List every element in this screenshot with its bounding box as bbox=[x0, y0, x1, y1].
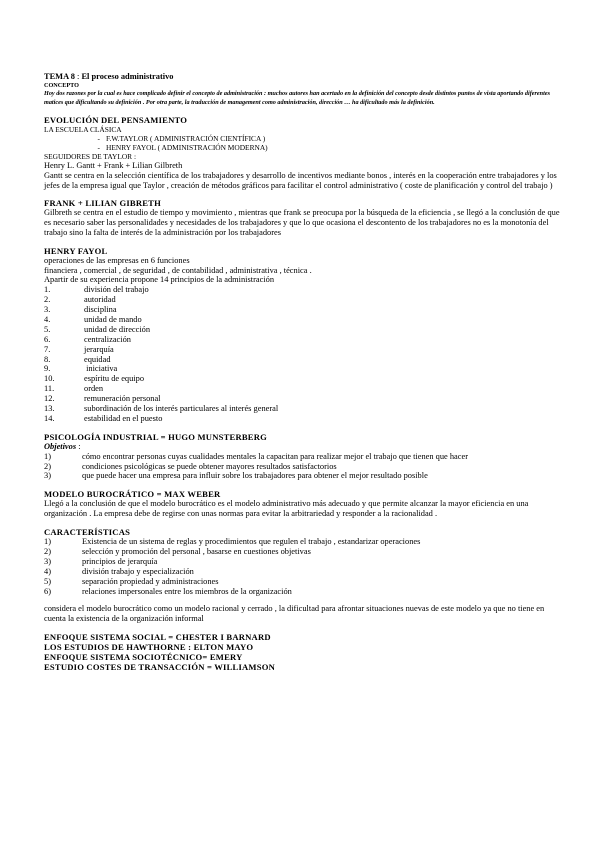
list-item: 9. iniciativa bbox=[44, 364, 118, 374]
list-item: 6. centralización bbox=[44, 334, 131, 344]
fayol-line1: operaciones de las empresas en 6 funciones bbox=[44, 255, 190, 265]
list-item: - F.W.TAYLOR ( ADMINISTRACIÓN CIENTÍFICA ) bbox=[97, 134, 266, 144]
tema-label: TEMA 8 bbox=[44, 72, 75, 81]
seguidores-label: SEGUIDORES DE TAYLOR : bbox=[44, 152, 137, 162]
fayol-heading: HENRY FAYOL bbox=[44, 245, 108, 256]
hawthorne-heading: LOS ESTUDIOS DE HAWTHORNE : ELTON MAYO bbox=[44, 642, 254, 653]
list-item: 4. unidad de mando bbox=[44, 314, 142, 324]
caracteristicas-heading: CARACTERÍSTICAS bbox=[44, 526, 131, 537]
list-item: 3) que puede hacer una empresa para influir sobre los trabajadores para obtener el mejor resultado posible bbox=[44, 471, 428, 481]
list-item: - HENRY FAYOL ( ADMINISTRACIÓN MODERNA) bbox=[97, 143, 268, 153]
seguidores-nombres: Henry L. Gantt + Frank + Lilian Gilbreth bbox=[44, 161, 183, 171]
gilbreth-heading: FRANK + LILIAN GIBRETH bbox=[44, 198, 161, 209]
burocratico-heading: MODELO BUROCRÁTICO = MAX WEBER bbox=[44, 489, 221, 500]
gilbreth-text: Gilbreth se centra en el estudio de tiempo y movimiento , mientras que frank se preocupa por la búsqueda de la eficiencia , se llegó a la conclusión de que es necesario saber las personalidades y necesidades de los trabajadores y que lo que ocasiona el descontento de los trabajadores no es la monotonía del trabajo sino la falta de interés de la administración por los trabajadores bbox=[44, 208, 560, 237]
tema-line bbox=[44, 72, 564, 82]
escuela-list bbox=[44, 134, 564, 152]
objetivos-list bbox=[44, 452, 564, 482]
fayol-line3: Apartir de su experiencia propone 14 principios de la administración bbox=[44, 275, 275, 285]
list-item: 2) selección y promoción del personal , basarse en cuestiones objetivas bbox=[44, 546, 311, 556]
list-item: 1) cómo encontrar personas cuyas cualidades mentales la capacitan para realizar mejor el trabajo que tienen que hacer bbox=[44, 451, 468, 461]
evolucion-heading: EVOLUCIÓN DEL PENSAMIENTO bbox=[44, 115, 188, 126]
list-item: 1. división del trabajo bbox=[44, 285, 149, 295]
list-item: 3. disciplina bbox=[44, 305, 117, 314]
list-item: 7. jerarquía bbox=[44, 344, 114, 354]
final-headings bbox=[44, 632, 564, 672]
list-item: 4) división trabajo y especialización bbox=[44, 566, 194, 576]
list-item: 1) Existencia de un sistema de reglas y procedimientos que regulen el trabajo , estandarizar operaciones bbox=[44, 536, 421, 546]
list-item: 8. equidad bbox=[44, 354, 111, 364]
list-item: 14. estabilidad en el puesto bbox=[44, 413, 163, 423]
objetivos-label: Objetivos bbox=[44, 441, 77, 451]
list-item: 11. orden bbox=[44, 384, 104, 394]
tema-title: El proceso administrativo bbox=[81, 72, 174, 81]
fayol-principios-list bbox=[44, 285, 564, 424]
sociotecnico-heading: ENFOQUE SISTEMA SOCIOTÉCNICO= EMERY bbox=[44, 652, 243, 663]
costes-transaccion-heading: ESTUDIO COSTES DE TRANSACCIÓN = WILLIAMSON bbox=[44, 662, 275, 673]
tema-sep: : bbox=[74, 72, 82, 81]
caracteristicas-conclusion: considera el modelo burocrático como un modelo racional y cerrado , la dificultad para afrontar situaciones nuevas de este modelo ya que no tiene en cuenta la existencia de la organización informal bbox=[44, 604, 545, 624]
gantt-text: Gantt se centra en la selección científica de los trabajadores y desarrollo de incentivos mediante bonos , interés en la cooperación entre trabajadores y los jefes de la empresa igual que Taylor , creación de métodos gráficos para facilitar el control administrativo ( coste de planificación y control del trabajo ) bbox=[44, 170, 557, 190]
concepto-text: Hoy dos razones por la cual es hace complicado definir el concepto de administración : muchos autores han acertado en la definición del concepto desde distintos puntos de vista aportando diferentes matices que dificultando su definición . Por otra parte, la traducción de management como administración, dirección … ha dificultado más la definición. bbox=[44, 90, 550, 106]
enfoque-social-heading: ENFOQUE SISTEMA SOCIAL = CHESTER I BARNARD bbox=[44, 632, 271, 643]
concepto-heading: CONCEPTO bbox=[44, 81, 79, 89]
list-item: 12. remuneración personal bbox=[44, 394, 161, 404]
list-item: 2. autoridad bbox=[44, 295, 116, 305]
list-item: 5) separación propiedad y administraciones bbox=[44, 576, 219, 586]
caracteristicas-list bbox=[44, 537, 564, 596]
objetivos-line: Objetivos : bbox=[44, 441, 81, 451]
fayol-line2: financiera , comercial , de seguridad , de contabilidad , administrativa , técnica . bbox=[44, 265, 312, 275]
burocratico-text: Llegó a la conclusión de que el modelo burocrático es el modelo administrativo más adecuado y que permite alcanzar la mayor eficiencia en una organización . La empresa debe de regirse con unas normas para evitar la arbitrariedad y responder a la racionalidad . bbox=[44, 499, 529, 519]
list-item: 13. subordinación de los interés particulares al interés general bbox=[44, 404, 279, 414]
list-item: 2) condiciones psicológicas se puede obtener mayores resultados satisfactorios bbox=[44, 461, 337, 471]
escuela-clasica: LA ESCUELA CLÁSICA bbox=[44, 125, 122, 135]
list-item: 6) relaciones impersonales entre los miembros de la organización bbox=[44, 586, 292, 596]
psicologia-heading: PSICOLOGÍA INDUSTRIAL = HUGO MUNSTERBERG bbox=[44, 431, 268, 442]
list-item: 3) principios de jerarquía bbox=[44, 556, 158, 566]
document-page bbox=[44, 72, 564, 672]
list-item: 5. unidad de dirección bbox=[44, 324, 151, 334]
list-item: 10. espíritu de equipo bbox=[44, 374, 145, 384]
